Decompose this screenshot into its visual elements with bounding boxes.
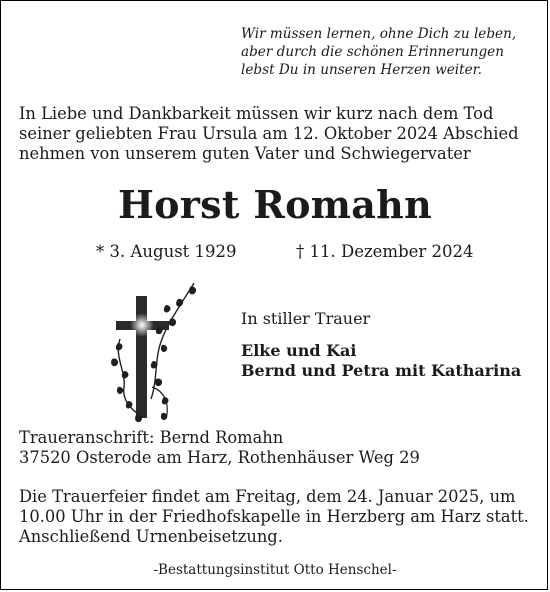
mourner-family: Elke und Kai <box>241 341 357 360</box>
intro-line: seiner geliebten Frau Ursula am 12. Oktober 2024 Abschied <box>19 124 519 143</box>
address-line: 37520 Osterode am Harz, Rothenhäuser Weg 29 <box>19 448 420 467</box>
address-line: Traueranschrift: Bernd Romahn <box>19 428 284 447</box>
ceremony-line: Anschließend Urnenbeisetzung. <box>19 527 283 546</box>
ceremony-line: 10.00 Uhr in der Friedhofskapelle in Herzberg am Harz statt. <box>19 507 529 526</box>
mourner-family: Bernd und Petra mit Katharina <box>241 361 522 380</box>
mourning-address <box>19 428 539 468</box>
intro-line: In Liebe und Dankbarkeit müssen wir kurz nach dem Tod <box>19 104 494 123</box>
poem-line: Wir müssen lernen, ohne Dich zu leben, <box>241 26 517 42</box>
intro-line: nehmen von unserem guten Vater und Schwiegervater <box>19 144 471 163</box>
ceremony-line: Die Trauerfeier findet am Freitag, dem 24. Januar 2025, um <box>19 487 516 506</box>
deceased-name: Horst Romahn <box>117 182 433 227</box>
poem-line: lebst Du in unseren Herzen weiter. <box>241 62 482 78</box>
mourners-block <box>241 309 541 381</box>
death-date: † 11. Dezember 2024 <box>296 242 474 261</box>
cross-with-ivy-icon <box>106 279 201 427</box>
intro-text <box>19 104 539 164</box>
undertaker-name: -Bestattungsinstitut Otto Henschel- <box>153 562 397 578</box>
mourners-intro: In stiller Trauer <box>241 309 371 328</box>
ceremony-info <box>19 487 544 547</box>
poem <box>241 25 541 79</box>
birth-date: * 3. August 1929 <box>96 242 237 261</box>
poem-line: aber durch die schönen Erinnerungen <box>241 44 504 60</box>
